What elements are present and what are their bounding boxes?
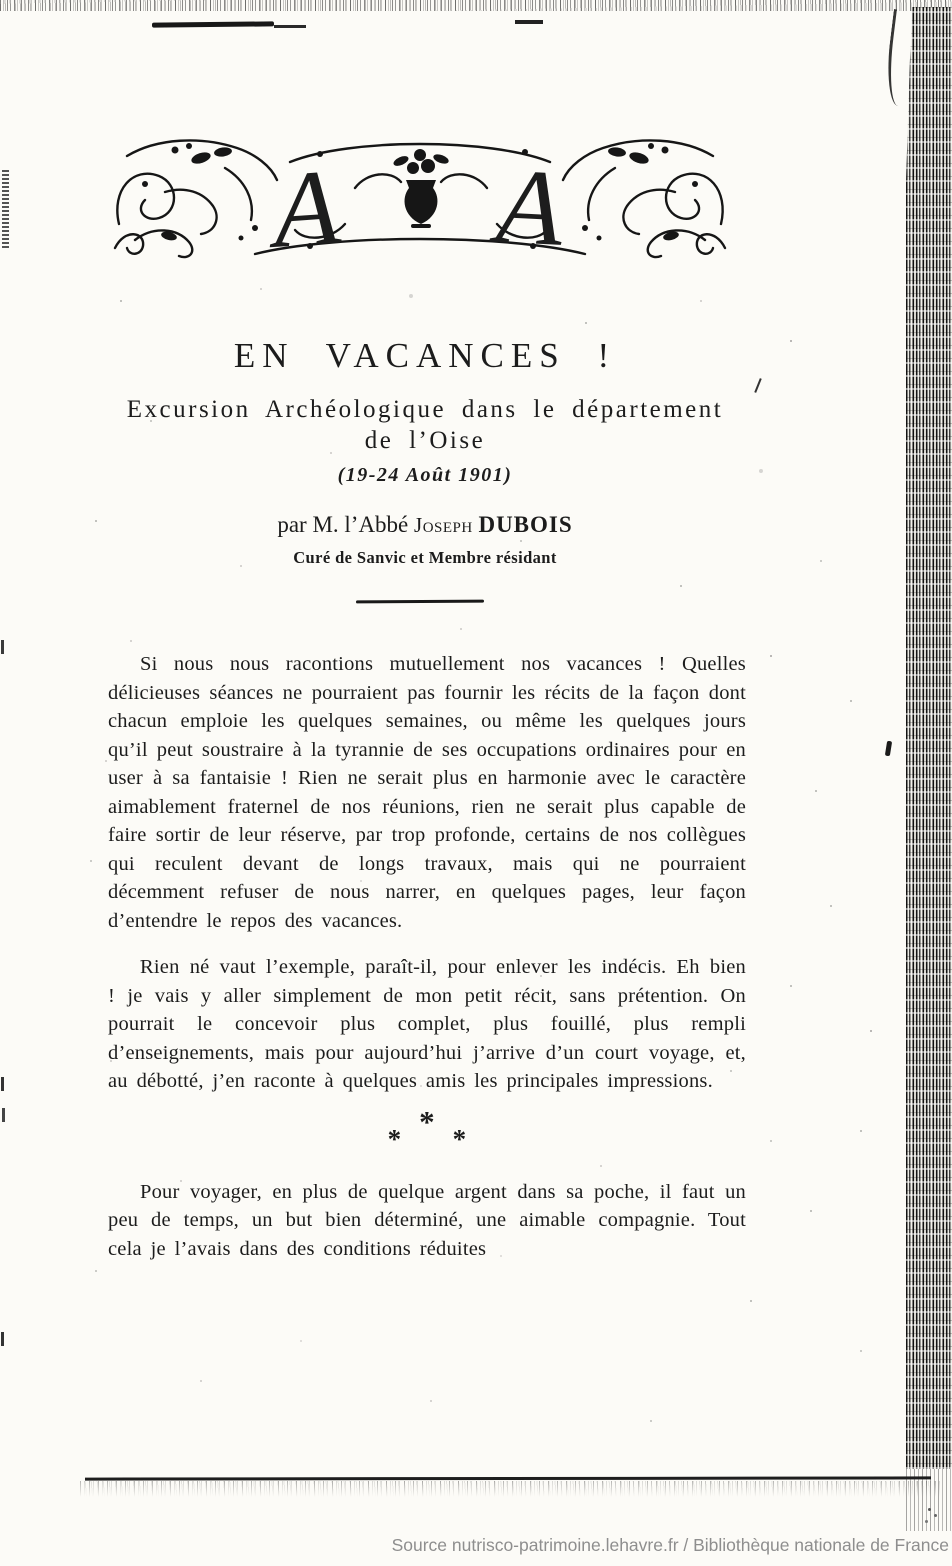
bottom-scan-edge [85, 1476, 931, 1480]
page-title: EN VACANCES ! [233, 336, 617, 375]
ornamental-headpiece-graphic [104, 128, 736, 268]
author-surname: DUBOIS [478, 512, 573, 537]
ink-tick [754, 378, 761, 393]
byline [105, 512, 745, 538]
paper-speckles [0, 0, 2, 2]
article-body [108, 650, 746, 1263]
left-margin-marks [1, 640, 4, 654]
asterism-divider [108, 1103, 746, 1168]
ornament-initial-letter: A [268, 147, 344, 268]
divider-rule [356, 600, 484, 604]
subtitle [105, 394, 745, 456]
top-scan-noise [0, 0, 952, 11]
asterism-star: * [387, 1123, 402, 1154]
byline-prefix: par M. l’Abbé [277, 512, 409, 537]
paragraph-1: Si nous nous racontions mutuellement nos vacances ! Quelles délicieuses séances ne pourraient pas fournir les récits de la façon dont chacun emploie les quelques semaines, ou même les quelques jours qu’il peut soustraire à la tyrannie de ses occupations ordinaires pour en user à sa fantaisie ! Rien ne serait plus en harmonie avec le caractère aimablement fraternel de nos réunions, rien ne serait plus capable de faire sortir de leur réserve, par trop profonde, certains de nos collègues qui reculent devant de longs travaux, mais qui ne pourraient décemment refuser de nous narrer, en quelques pages, leur façon d’entendre le repos des vacances. [108, 653, 746, 932]
paragraph-3: Pour voyager, en plus de quelque argent dans sa poche, il faut un peu de temps, un but bien déterminé, une aimable compagnie. Tout cela je l’avais dans des conditions réduites [108, 1180, 746, 1260]
ornament-initial-letter: A [493, 146, 567, 268]
subtitle-line-2: de l’Oise [364, 427, 486, 454]
top-scan-dash [152, 21, 274, 27]
top-scan-dash [274, 25, 306, 28]
source-attribution: Source nutrisco-patrimoine.lehavre.fr / Bibliothèque nationale de France [391, 1535, 949, 1555]
left-margin-smudge [2, 168, 9, 248]
corner-specks [928, 1508, 931, 1511]
right-page-edge [906, 7, 952, 1469]
ornamental-headpiece [104, 128, 736, 268]
top-scan-dash [515, 20, 543, 24]
asterism-star: * [452, 1123, 467, 1154]
subtitle-line-1: Excursion Archéologique dans le département [126, 396, 724, 423]
bottom-scan-noise [80, 1481, 940, 1497]
author-given-name: Joseph [414, 513, 473, 537]
author-role-line: Curé de Sanvic et Membre résidant [293, 548, 557, 567]
date-line: (19-24 Août 1901) [337, 464, 513, 486]
paragraph-2: Rien né vaut l’exemple, paraît-il, pour enlever les indécis. Eh bien ! je vais y aller simplement de mon petit récit, sans prétention. On pourrait le concevoir plus complet, plus fouillé, plus rempli d’enseignements, mais pour aujourd’hui j’arrive d’un court voyage, et, au débotté, j’en raconte à quelques amis les principales impressions. [108, 956, 746, 1092]
ink-blot [885, 741, 892, 757]
asterism-star: * [419, 1103, 435, 1139]
